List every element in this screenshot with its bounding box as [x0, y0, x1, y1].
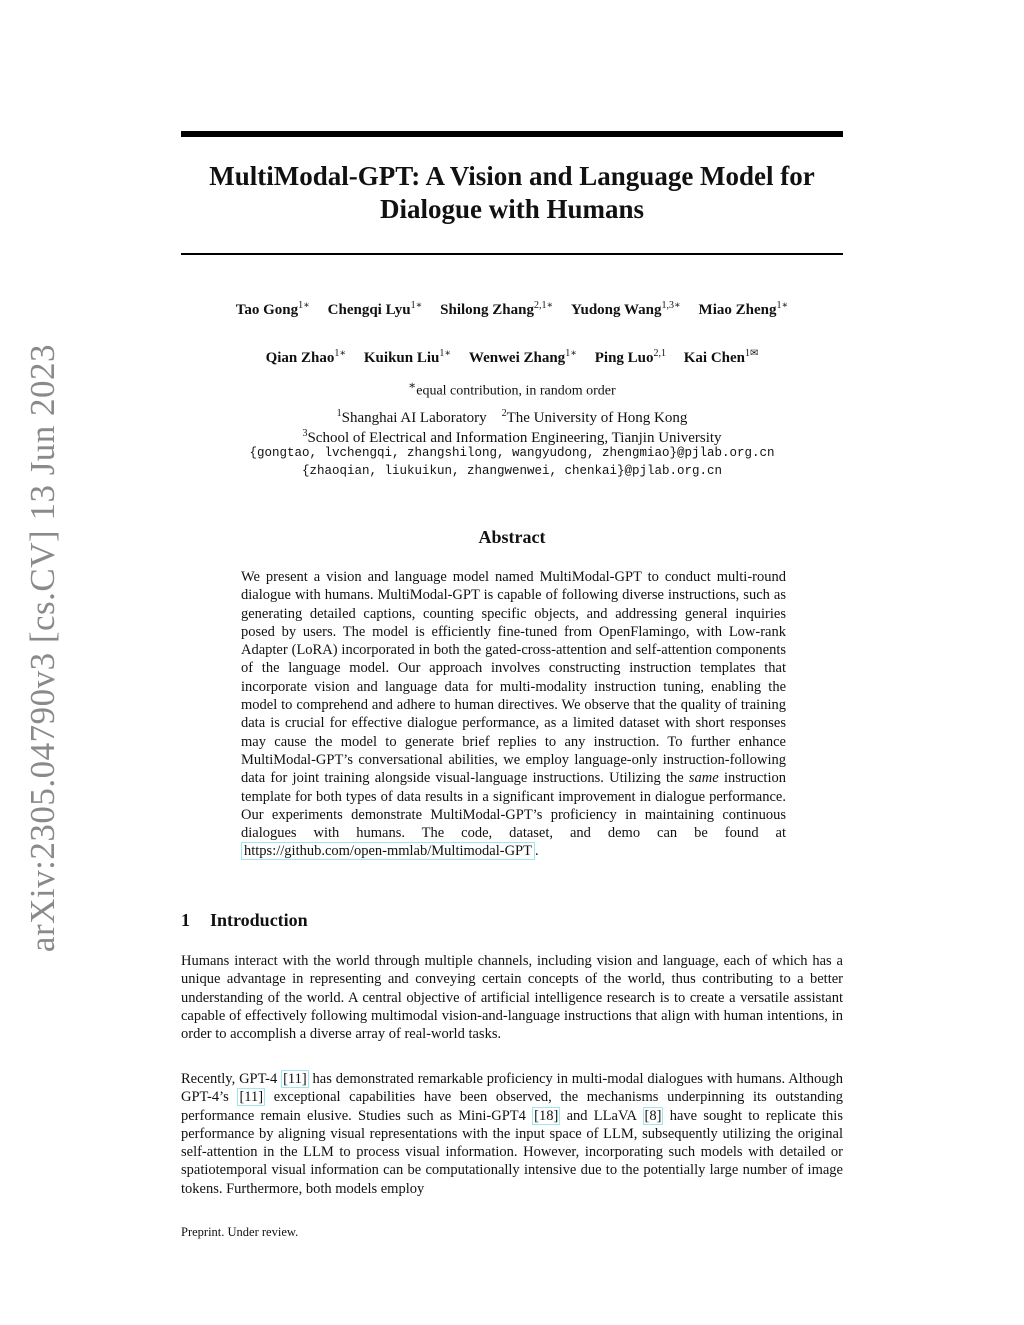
citation-link[interactable]: [11]	[283, 1071, 307, 1087]
footer-note: Preprint. Under review.	[181, 1225, 299, 1239]
author-emails-2: {zhaoqian, liukuikun, zhangwenwei, chenkai}@pjlab.org.cn	[301, 464, 723, 478]
title-line-1: MultiModal-GPT: A Vision and Language Model for	[209, 161, 815, 191]
paper-title	[181, 160, 843, 226]
author: Miao Zheng$^{1∗}$	[698, 300, 789, 318]
author: Yudong Wang$^{1,3∗}$	[571, 300, 681, 318]
author: Tao Gong$^{1∗}$	[235, 300, 310, 318]
affiliations-line-1: $^1$Shanghai AI Laboratory $^2$The University of Hong Kong	[336, 408, 688, 426]
citation-link[interactable]: [11]	[239, 1089, 264, 1106]
author: Chengqi Lyu$^{1∗}$	[327, 300, 423, 318]
intro-paragraph-1: Humans interact with the world through multiple channels, including vision and language, each of which has a unique advantage in representing and conveying certain concepts of the world, thus contributing to a better understanding of the world. A central objective of artificial intelligence research is to create a versatile assistant capable of effectively following multimodal vision-and-language instructions that align with human intentions, in order to accomplish a diverse array of real-world tasks.	[181, 953, 843, 1043]
author-list-row-2	[181, 348, 843, 367]
author: Shilong Zhang$^{2,1∗}$	[440, 300, 554, 318]
author-list-row-1	[181, 300, 843, 319]
citation-link[interactable]: [18]	[534, 1107, 559, 1124]
title-top-rule	[181, 131, 843, 137]
equal-contribution-note: ∗equal contribution, in random order	[408, 379, 616, 399]
section-heading-introduction: 1 Introduction	[181, 910, 308, 930]
intro-paragraph-2: Recently, GPT-4 [11] has demonstrated remarkable proficiency in multi-modal dialogues with humans. Although GPT-4’s [11] exceptional capabilities have been observed, the mechanisms underpinning its outstanding performance remain elusive. Studies such as Mini-GPT4 [18] and LLaVA [8] have sought to replicate this performance by aligning visual representations with the input space of LLM, subsequently utilizing the original self-attention in the LLM to process visual information. However, incorporating such models with detailed or spatiotemporal visual information can be computationally intensive due to the potentially large number of image tokens. Furthermore, both models employ	[181, 1071, 844, 1197]
arxiv-identifier: arXiv:2305.04790v3 [cs.CV] 13 Jun 2023	[23, 343, 62, 952]
abstract-heading: Abstract	[478, 527, 546, 547]
author: Kuikun Liu$^{1∗}$	[363, 348, 452, 366]
author: Ping Luo$^{2,1}$	[594, 348, 667, 366]
author: Wenwei Zhang$^{1∗}$	[468, 348, 577, 366]
author-emails-1: {gongtao, lvchengqi, zhangshilong, wangyudong, zhengmiao}@pjlab.org.cn	[249, 446, 775, 460]
citation-link[interactable]: [8]	[644, 1107, 662, 1124]
abstract-body: We present a vision and language model named MultiModal-GPT to conduct multi-round dialogue with humans. MultiModal-GPT is capable of following diverse instructions, such as generating detailed captions, counting specific objects, and addressing general inquiries posed by users. The model is efficiently fine-tuned from OpenFlamingo, with Low-rank Adapter (LoRA) incorporated in both the gated-cross-attention and self-attention components of the language model. Our approach involves constructing instruction templates that incorporate vision and language data for multi-modality instruction tuning, enabling the model to comprehend and adhere to human directives. We observe that the quality of training data is crucial for effective dialogue performance, as a limited dataset with short responses may cause the model to generate brief replies to any instruction. To further enhance MultiModal-GPT’s conversational abilities, we employ language-only instruction-following data for joint training alongside visual-language instructions. Utilizing the same instruction template for both types of data results in a significant improvement in dialogue performance. Our experiments demonstrate MultiModal-GPT’s proficiency in maintaining continuous dialogues with humans. The code, dataset, and demo can be found at https://github.com/open-mmlab/Multimodal-GPT .	[241, 569, 786, 860]
title-line-2: Dialogue with Humans	[379, 194, 645, 224]
author: Qian Zhao$^{1∗}$	[265, 348, 347, 366]
author: Kai Chen$^{1✉}$	[683, 348, 759, 366]
title-bottom-rule	[181, 253, 843, 255]
affiliations-line-2: $^3$School of Electrical and Information Engineering, Tianjin University	[302, 428, 722, 446]
github-link[interactable]: https://github.com/open-mmlab/Multimodal-GPT	[241, 842, 535, 860]
